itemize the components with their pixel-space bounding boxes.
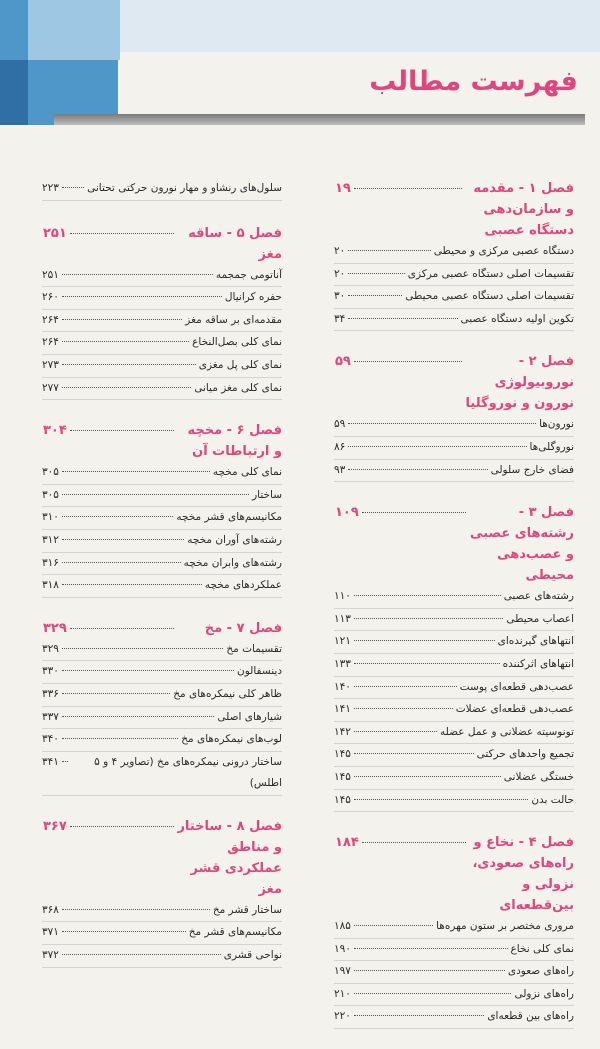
dot-leader: [354, 776, 501, 777]
chapter-title: فصل ۸ - ساختار و مناطق عملکردی قشر مغز: [177, 818, 282, 897]
chapter-page-number: ۲۵۱: [43, 225, 67, 241]
dot-leader: [348, 469, 487, 470]
entry-page-number: ۳۷۱: [42, 926, 59, 939]
chapter-section: [42, 223, 282, 401]
entry-title: آناتومی جمجمه: [215, 268, 282, 281]
toc-entry[interactable]: [334, 631, 574, 654]
toc-entry[interactable]: [42, 265, 282, 288]
chapter-title: فصل ۳ - رشته‌های عصبی و عصب‌دهی محیطی: [470, 505, 574, 584]
toc-entry[interactable]: [334, 677, 574, 700]
entry-title: خستگی عضلانی: [503, 770, 574, 783]
entry-title: تونوسیته عضلانی و عمل عضله: [440, 725, 574, 738]
dot-leader: [348, 250, 431, 251]
entry-page-number: ۲۵۱: [42, 268, 59, 281]
entry-page-number: ۳۰۵: [42, 466, 59, 479]
entry-page-number: ۳۱۰: [42, 511, 59, 524]
entry-page-number: ۳۴: [334, 312, 346, 325]
entry-page-number: ۹۳: [334, 463, 346, 476]
entry-page-number: ۳۱۸: [42, 579, 59, 592]
entry-title: انتهاهای گیرنده‌ای: [497, 635, 574, 648]
toc-entry[interactable]: [42, 462, 282, 485]
entry-page-number: ۲۶۴: [42, 313, 59, 326]
chapter-page-number: ۵۹: [335, 354, 351, 370]
entry-page-number: ۱۴۰: [334, 680, 351, 693]
entry-page-number: ۳۴۱: [42, 755, 59, 768]
toc-entry[interactable]: [42, 355, 282, 378]
entry-page-number: ۲۲۳: [42, 182, 59, 194]
entry-title: دینسفالون: [237, 665, 282, 678]
entry-page-number: ۲۶۴: [42, 336, 59, 349]
entry-page-number: ۱۴۵: [334, 748, 351, 761]
dot-leader: [354, 948, 508, 949]
dot-leader: [62, 364, 196, 365]
toc-entry[interactable]: [334, 939, 574, 962]
entry-title: تجمیع واحدهای حرکتی: [476, 748, 574, 761]
entry-page-number: ۱۴۵: [334, 793, 351, 806]
entry-title: نمای کلی نخاع: [510, 942, 574, 955]
corner-decoration-light: [28, 0, 120, 60]
entry-title: ساختار قشر مخ: [212, 903, 282, 916]
entry-title: تکوین اولیه دستگاه عصبی: [460, 312, 574, 325]
entry-page-number: ۱۲۱: [334, 635, 351, 648]
toc-entry[interactable]: [42, 752, 282, 796]
dot-leader: [354, 663, 500, 664]
entry-title: حفره کرانیال: [224, 291, 282, 304]
entry-title: حالت بدن: [531, 793, 574, 806]
dot-leader: [348, 423, 536, 424]
dot-leader: [362, 512, 467, 513]
dot-leader: [62, 296, 222, 297]
corner-decoration-dark: [0, 60, 28, 125]
entry-page-number: ۱۹۰: [334, 942, 351, 955]
dot-leader: [354, 618, 503, 619]
chapter-heading[interactable]: [42, 223, 282, 265]
toc-entry[interactable]: [334, 414, 574, 437]
dot-leader: [62, 471, 210, 472]
entry-page-number: ۱۳۳: [334, 657, 351, 670]
dot-leader: [354, 799, 528, 800]
entry-title: راه‌های صعودی: [507, 965, 574, 978]
toc-entry[interactable]: [334, 984, 574, 1007]
dot-leader: [348, 295, 402, 296]
dot-leader: [62, 954, 221, 955]
dot-leader: [354, 970, 505, 971]
dot-leader: [354, 686, 457, 687]
entry-page-number: ۱۹۷: [334, 965, 351, 978]
header-band: [118, 0, 600, 52]
dot-leader: [348, 318, 457, 319]
toc-entry[interactable]: [334, 609, 574, 632]
chapter-page-number: ۳۰۴: [43, 423, 67, 439]
dot-leader: [62, 909, 210, 910]
dot-leader: [62, 319, 182, 320]
toc-entry[interactable]: [42, 922, 282, 945]
dot-leader: [62, 274, 213, 275]
toc-entry[interactable]: [42, 575, 282, 598]
entry-title: سلول‌های رنشاو و مهار نورون حرکتی تحتانی: [87, 182, 282, 194]
dot-leader: [62, 341, 189, 342]
entry-title: عصب‌دهی قطعه‌ای پوست: [459, 680, 574, 693]
title-underline-bar: [54, 114, 585, 125]
toc-entry[interactable]: [334, 790, 574, 813]
entry-title: نورون‌ها: [539, 418, 574, 431]
entry-title: راه‌های نزولی: [514, 987, 574, 1000]
entry-page-number: ۲۲۰: [334, 1010, 351, 1023]
entry-title: عملکردهای مخچه: [204, 579, 282, 592]
chapter-heading[interactable]: [334, 351, 574, 414]
toc-entry[interactable]: [42, 530, 282, 553]
dot-leader: [62, 516, 173, 517]
entry-title: نواحی قشری: [223, 949, 282, 962]
toc-entry[interactable]: [42, 661, 282, 684]
entry-page-number: ۳۰: [334, 290, 346, 303]
entry-page-number: ۳۱۶: [42, 556, 59, 569]
chapter-heading[interactable]: [334, 178, 574, 241]
chapter-heading[interactable]: [42, 618, 282, 639]
entry-page-number: ۲۷۷: [42, 381, 59, 394]
chapter-title: فصل ۴ - نخاع و راه‌های صعودی، نزولی و بین‌قطعه‌ای: [472, 835, 574, 914]
entry-title: اعصاب محیطی: [506, 612, 574, 625]
toc-entry[interactable]: [42, 287, 282, 310]
toc-entry[interactable]: [42, 945, 282, 968]
dot-leader: [354, 595, 501, 596]
dot-leader: [70, 628, 175, 629]
entry-page-number: ۳۷۲: [42, 949, 59, 962]
toc-entry[interactable]: [334, 961, 574, 984]
toc-entry[interactable]: [334, 1006, 574, 1029]
entry-page-number: ۳۳۷: [42, 710, 59, 723]
toc-entry[interactable]: [42, 553, 282, 576]
entry-page-number: ۵۹: [334, 418, 346, 431]
entry-title: لوب‌های نیمکره‌های مخ: [181, 733, 282, 746]
dot-leader: [62, 670, 234, 671]
toc-entry[interactable]: [42, 310, 282, 333]
entry-page-number: ۳۲۹: [42, 642, 59, 655]
dot-leader: [362, 842, 467, 843]
dot-leader: [354, 731, 437, 732]
toc-entry[interactable]: [42, 707, 282, 730]
toc-entry[interactable]: [42, 900, 282, 923]
entry-title: راه‌های بین قطعه‌ای: [487, 1010, 574, 1023]
chapter-heading[interactable]: [334, 502, 574, 586]
toc-entry[interactable]: [334, 916, 574, 939]
toc-entry-continued[interactable]: [42, 178, 282, 201]
entry-page-number: ۱۱۳: [334, 612, 351, 625]
dot-leader: [354, 1015, 484, 1016]
entry-title: ساختار: [252, 488, 282, 501]
toc-entry[interactable]: [334, 767, 574, 790]
dot-leader: [354, 640, 495, 641]
dot-leader: [62, 387, 191, 388]
dot-leader: [70, 430, 175, 431]
entry-title: ساختار درونی نیمکره‌های مخ (تصاویر ۴ و ۵ اطلس): [94, 755, 282, 790]
toc-entry[interactable]: [334, 264, 574, 287]
toc-entry[interactable]: [334, 744, 574, 767]
dot-leader: [62, 494, 249, 495]
entry-page-number: ۳۳۶: [42, 687, 59, 700]
toc-entry[interactable]: [334, 460, 574, 483]
chapter-page-number: ۱۸۴: [335, 835, 359, 851]
entry-page-number: ۳۱۲: [42, 533, 59, 546]
toc-entry[interactable]: [42, 729, 282, 752]
dot-leader: [354, 708, 453, 709]
toc-entry[interactable]: [42, 485, 282, 508]
chapter-section: [42, 816, 282, 968]
entry-title: شیارهای اصلی: [217, 710, 282, 723]
entry-title: دستگاه عصبی مرکزی و محیطی: [433, 245, 574, 257]
dot-leader: [62, 539, 184, 540]
entry-title: عصب‌دهی قطعه‌ای عضلات: [455, 703, 574, 716]
entry-page-number: ۲۷۳: [42, 358, 59, 371]
dot-leader: [62, 931, 186, 932]
chapter-page-number: ۱۰۹: [335, 505, 359, 521]
entry-title: نمای کلی بصل‌النخاع: [192, 336, 282, 349]
toc-entry[interactable]: [334, 654, 574, 677]
dot-leader: [62, 716, 214, 717]
chapter-section: [42, 618, 282, 796]
chapter-section: [334, 832, 574, 1029]
chapter-title: فصل ۵ - ساقه مغز: [188, 225, 282, 262]
chapter-section: [334, 351, 574, 482]
chapter-section: [334, 502, 574, 812]
dot-leader: [70, 826, 175, 827]
toc-entry[interactable]: [42, 684, 282, 707]
chapter-title: فصل ۱ - مقدمه و سازمان‌دهی دستگاه عصبی: [473, 181, 574, 238]
toc-entry[interactable]: [334, 437, 574, 460]
entry-page-number: ۳۴۰: [42, 733, 59, 746]
entry-page-number: ۳۶۸: [42, 903, 59, 916]
dot-leader: [62, 187, 84, 188]
entry-title: نوروگلی‌ها: [529, 440, 574, 453]
toc-entry[interactable]: [334, 699, 574, 722]
entry-title: مقدمه‌ای بر ساقه مغز: [185, 313, 282, 326]
chapter-title: فصل ۲ - نوروبیولوژی نورون و نوروگلیا: [465, 354, 574, 412]
dot-leader: [62, 648, 223, 649]
chapter-heading[interactable]: [334, 832, 574, 916]
page-title: فهرست مطالب: [369, 66, 578, 97]
entry-title: مروری مختصر بر ستون مهره‌ها: [436, 920, 574, 933]
toc-entry[interactable]: [42, 332, 282, 355]
entry-page-number: ۱۸۵: [334, 920, 351, 933]
entry-title: تقسیمات اصلی دستگاه عصبی مرکزی: [407, 267, 574, 280]
entry-title: نمای کلی مغز میانی: [194, 381, 282, 394]
entry-page-number: ۱۱۰: [334, 590, 351, 603]
dot-leader: [62, 584, 202, 585]
entry-page-number: ۳۳۰: [42, 665, 59, 678]
toc-entry[interactable]: [334, 309, 574, 332]
dot-leader: [354, 993, 512, 994]
dot-leader: [354, 188, 463, 189]
entry-title: نمای کلی مخچه: [212, 466, 282, 479]
dot-leader: [348, 273, 405, 274]
entry-title: رشته‌های عصبی: [503, 590, 574, 603]
entry-title: رشته‌های آوران مخچه: [187, 533, 282, 546]
entry-page-number: ۲۶۰: [42, 291, 59, 304]
entry-title: رشته‌های وابران مخچه: [183, 556, 282, 569]
entry-title: انتهاهای اثرکننده: [502, 657, 574, 670]
chapter-heading[interactable]: [42, 420, 282, 462]
entry-page-number: ۱۴۵: [334, 770, 351, 783]
entry-page-number: ۲۰: [334, 267, 346, 280]
toc-entry[interactable]: [334, 586, 574, 609]
toc-entry[interactable]: [42, 378, 282, 401]
entry-title: مکانیسم‌های قشر مخ: [188, 926, 282, 939]
entry-page-number: ۲۰: [334, 245, 346, 257]
dot-leader: [62, 562, 181, 563]
dot-leader: [70, 233, 175, 234]
chapter-heading[interactable]: [42, 816, 282, 900]
entry-title: نمای کلی پل مغزی: [198, 358, 282, 371]
toc-column-left: [42, 178, 282, 988]
dot-leader: [348, 446, 526, 447]
entry-title: تقسیمات اصلی دستگاه عصبی محیطی: [405, 290, 574, 303]
entry-page-number: ۲۱۰: [334, 987, 351, 1000]
dot-leader: [354, 925, 433, 926]
entry-page-number: ۸۶: [334, 440, 346, 453]
dot-leader: [354, 753, 474, 754]
toc-entry[interactable]: [42, 507, 282, 530]
toc-entry[interactable]: [42, 639, 282, 662]
entry-title: ظاهر کلی نیمکره‌های مخ: [173, 687, 282, 700]
toc-entry[interactable]: [334, 286, 574, 309]
chapter-page-number: ۳۶۷: [43, 818, 67, 834]
dot-leader: [62, 738, 178, 739]
dot-leader: [62, 693, 170, 694]
toc-column-right: [334, 178, 574, 1049]
entry-page-number: ۱۴۱: [334, 703, 351, 716]
toc-entry[interactable]: [334, 722, 574, 745]
dot-leader: [62, 761, 68, 762]
entry-title: مکانیسم‌های قشر مخچه: [176, 511, 282, 524]
chapter-page-number: ۳۲۹: [43, 620, 67, 636]
chapter-title: فصل ۶ - مخچه و ارتباطات آن: [187, 423, 282, 460]
entry-page-number: ۱۴۲: [334, 725, 351, 738]
entry-title: فضای خارج سلولی: [490, 463, 574, 476]
chapter-section: [42, 420, 282, 598]
entry-page-number: ۳۰۵: [42, 488, 59, 501]
chapter-page-number: ۱۹: [335, 181, 351, 196]
chapter-section: [334, 178, 574, 331]
toc-entry[interactable]: [334, 241, 574, 264]
chapter-title: فصل ۷ - مخ: [204, 620, 282, 636]
entry-title: تقسیمات مخ: [226, 642, 282, 655]
dot-leader: [354, 361, 463, 362]
